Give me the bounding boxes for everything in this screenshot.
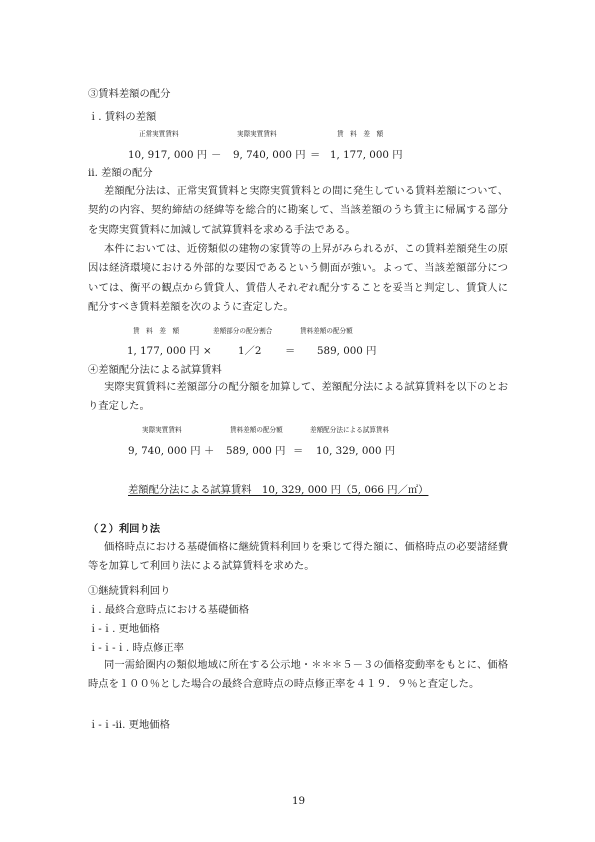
- calc3-value-actual-rent: 9, 740, 000 円: [128, 445, 201, 457]
- subheading-base-price: ｉ. 最終合意時点における基礎価格: [88, 604, 249, 616]
- calc2-value-ratio: 1／2: [238, 345, 262, 357]
- section-heading-allocation: ③賃料差額の配分: [88, 88, 171, 100]
- subheading-time-adjustment: ｉ-ｉ-ｉ. 時点修正率: [88, 642, 184, 654]
- page-number: 19: [292, 795, 306, 807]
- section-heading-yield-method: （２）利回り法: [88, 523, 161, 535]
- subheading-rent-difference: ｉ. 賃料の差額: [88, 111, 157, 123]
- paragraph-time-adjustment: 同一需給圏内の類似地域に所在する公示地・＊＊＊５－３の価格変動率をもとに、価格時点を１００％とした場合の最終合意時点の時点修正率を４１９．９％と査定した。: [88, 659, 508, 691]
- subheading-land-price-2: ｉ-ｉ-ⅱ. 更地価格: [88, 719, 170, 731]
- calc3-operator-plus: ＋: [204, 445, 215, 457]
- calc3-label-trial-rent: 差額配分法による試算賃料: [310, 426, 390, 434]
- result-trial-rent: 差額配分法による試算賃料 10, 329, 000 円（5, 066 円／㎡）: [128, 484, 429, 496]
- subheading-land-price: ｉ-ｉ. 更地価格: [88, 623, 160, 635]
- calc2-label-ratio: 差額部分の配分割合: [213, 327, 273, 335]
- calc3-operator-equals: ＝: [293, 445, 304, 457]
- calc1-value-actual-rent: 9, 740, 000 円: [233, 149, 306, 161]
- calc1-label-actual-rent: 実際実質賃料: [237, 130, 277, 138]
- section-heading-trial-rent: ④差額配分法による試算賃料: [88, 364, 222, 376]
- calc1-label-difference: 賃 料 差 額: [337, 130, 384, 138]
- calc3-value-allocated: 589, 000 円: [226, 445, 286, 457]
- calc1-operator-equals: ＝: [310, 149, 321, 161]
- calc2-label-allocated: 賃料差額の配分額: [300, 327, 353, 335]
- calc2-value-allocated: 589, 000 円: [317, 345, 377, 357]
- paragraph-case-judgment: 本件においては、近傍類似の建物の家賃等の上昇がみられるが、この賃料差額発生の原因は経済環境における外部的な要因であるという側面が強い。よって、当該差額部分については、衡平の観点から賃貸人、賃借人それぞれ配分することを妥当と判定し、賃貸人に配分すべき賃料差額を次のように査定した。: [88, 243, 508, 313]
- calc1-operator-minus: －: [211, 149, 222, 161]
- calc1-value-normal-rent: 10, 917, 000 円: [128, 149, 208, 161]
- calc1-value-difference: 1, 177, 000 円: [330, 149, 403, 161]
- calc1-label-normal-rent: 正常実質賃料: [139, 130, 179, 138]
- calc2-label-difference: 賃 料 差 額: [133, 327, 180, 335]
- calc3-label-actual-rent: 実際実質賃料: [142, 426, 182, 434]
- calc3-label-allocated: 賃料差額の配分額: [230, 426, 283, 434]
- calc2-operator-equals: ＝: [285, 345, 296, 357]
- subheading-difference-allocation: ⅱ. 差額の配分: [88, 167, 153, 179]
- calc2-value-difference: 1, 177, 000 円: [127, 345, 200, 357]
- paragraph-trial-rent: 実際実質賃料に差額部分の配分額を加算して、差額配分法による試算賃料を以下のとおり査定した。: [88, 381, 508, 413]
- calc3-value-trial-rent: 10, 329, 000 円: [316, 445, 396, 457]
- paragraph-method-definition: 差額配分法は、正常実質賃料と実際実質賃料との間に発生している賃料差額について、契約の内容、契約締結の経緯等を総合的に勘案して、当該差額のうち賃主に帰属する部分を実際実質賃料に加減して試算賃料を求める手法である。: [88, 185, 508, 236]
- subheading-continuing-yield: ①継続賃料利回り: [88, 585, 171, 597]
- paragraph-yield-method: 価格時点における基礎価格に継続賃料利回りを乗じて得た額に、価格時点の必要諸経費等を加算して利回り法による試算賃料を求めた。: [88, 541, 508, 573]
- calc2-operator-times: ×: [203, 345, 212, 357]
